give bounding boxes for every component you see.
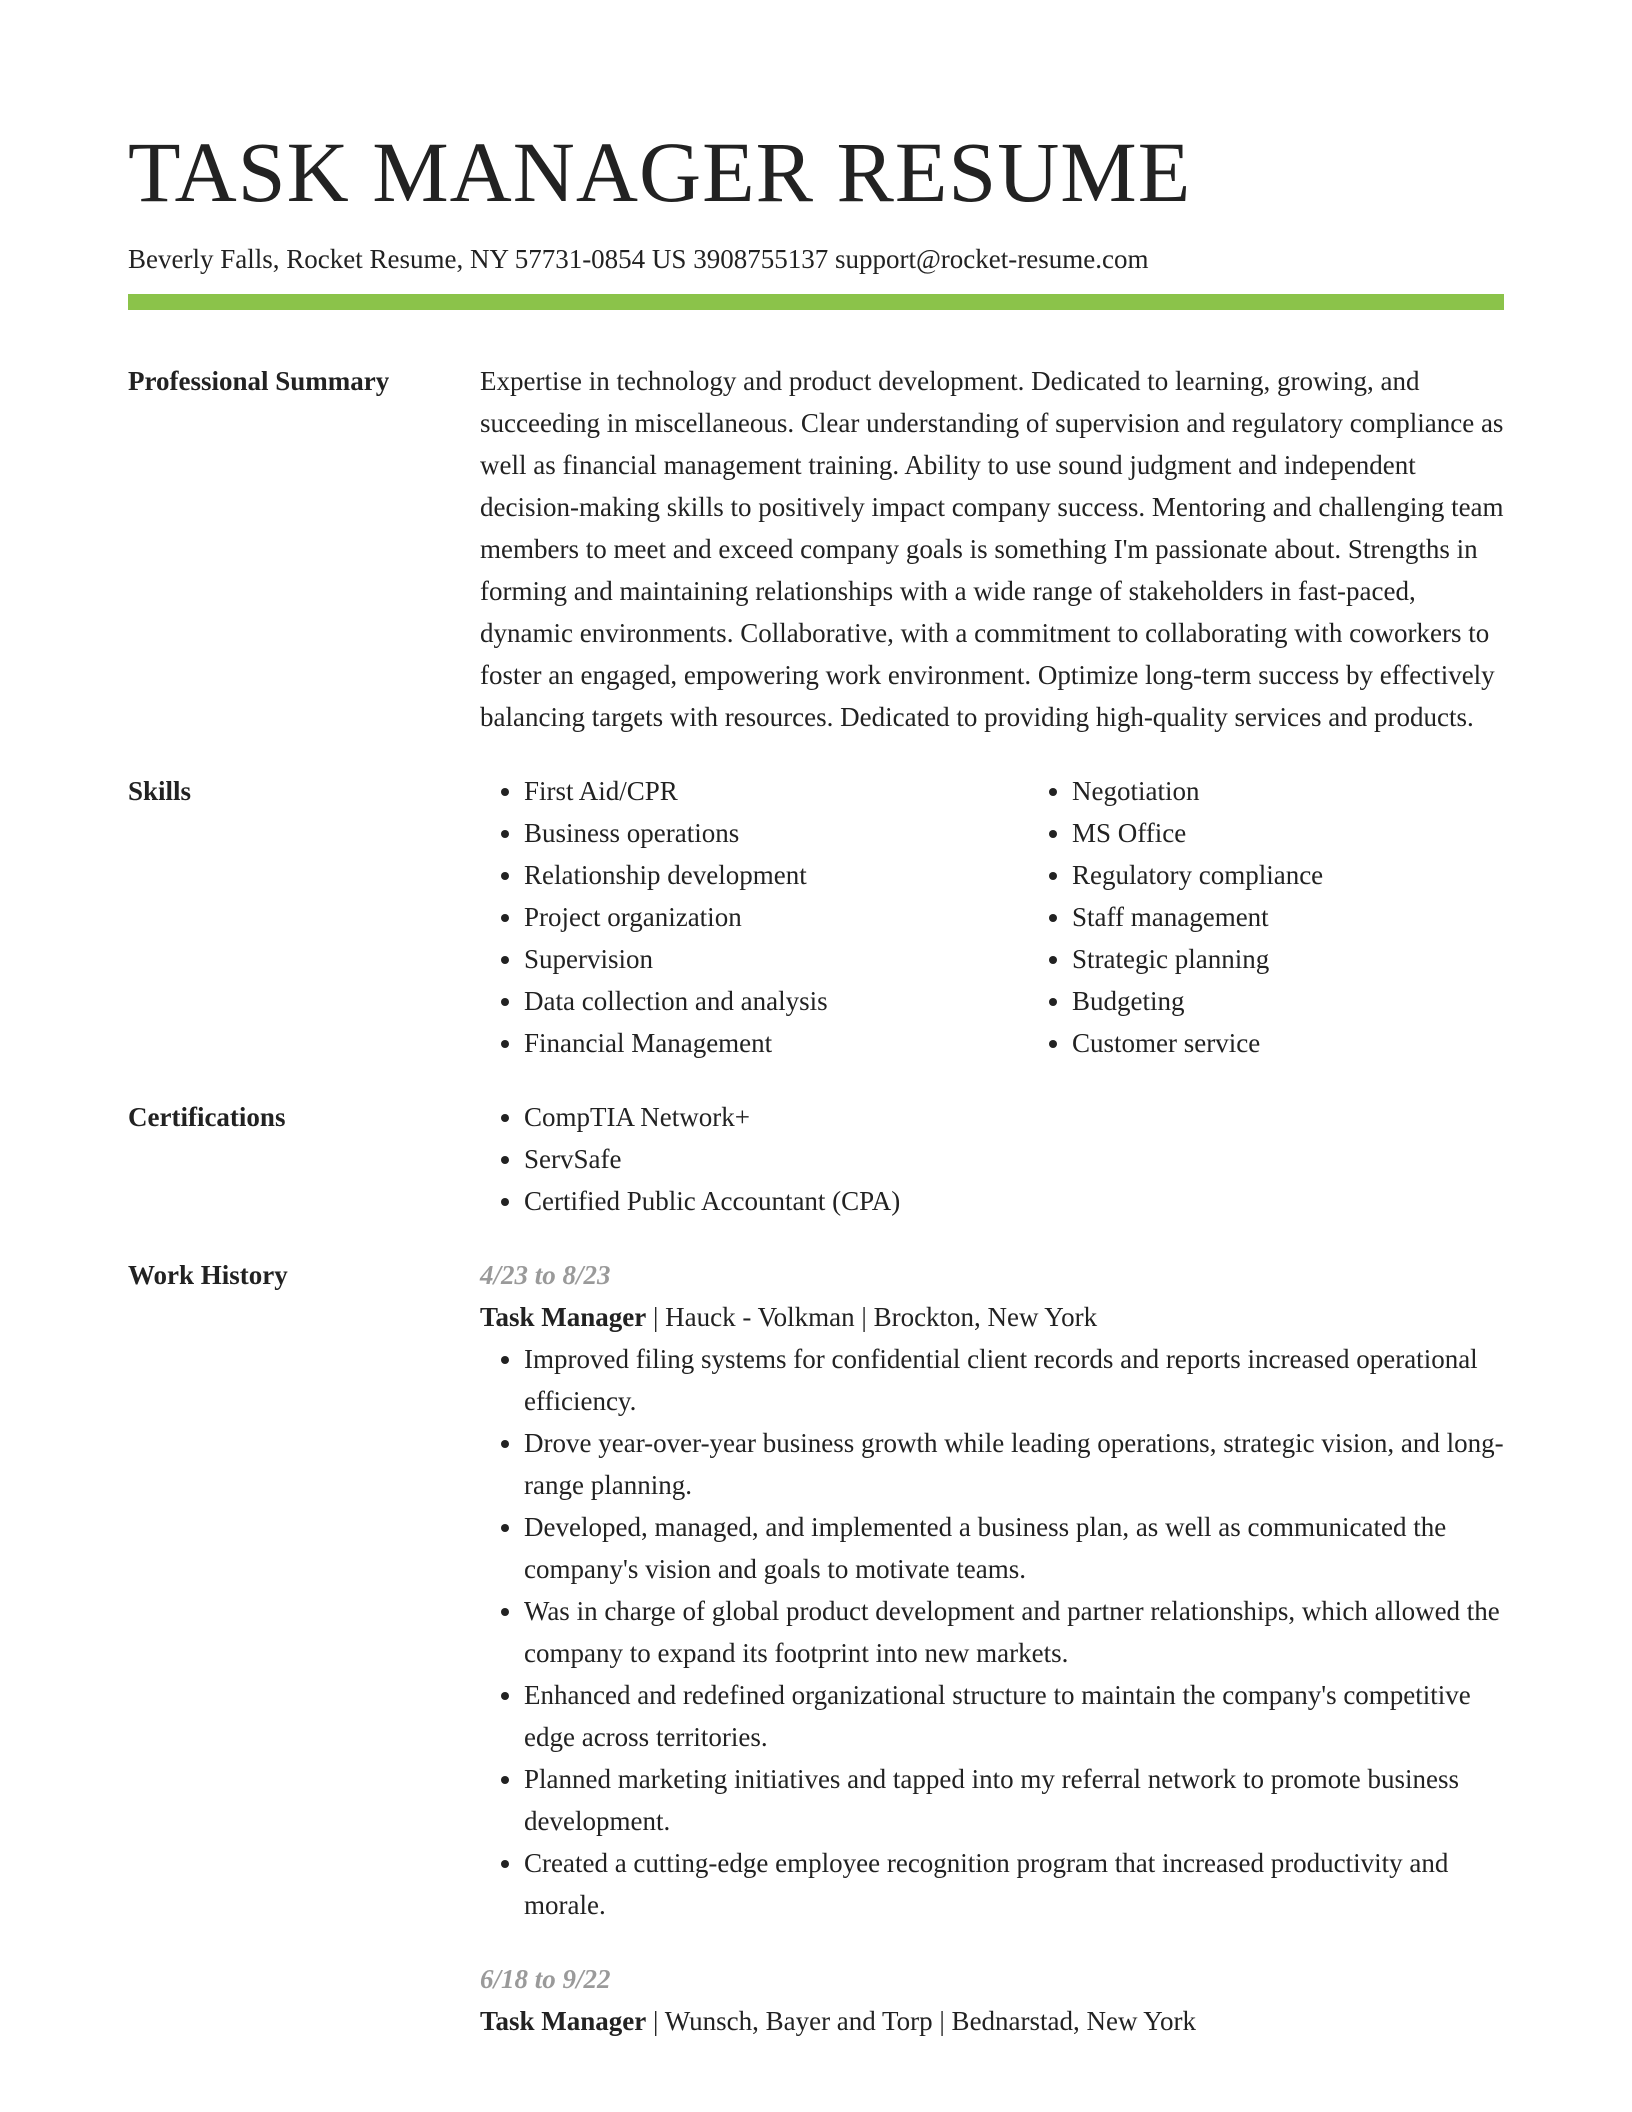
work-history-section <box>128 1254 1504 2042</box>
skill-item: • Negotiation <box>1072 770 1576 812</box>
certification-item: • CompTIA Network+ <box>524 1096 1504 1138</box>
skill-item: • First Aid/CPR <box>524 770 1028 812</box>
job-bullet: • Enhanced and redefined organizational structure to maintain the company's competitive edge across territories. <box>524 1674 1504 1758</box>
skill-item: • Customer service <box>1072 1022 1576 1064</box>
job-bullet: • Developed, managed, and implemented a business plan, as well as communicated the company's vision and goals to motivate teams. <box>524 1506 1504 1590</box>
job-bullet: • Improved filing systems for confidential client records and reports increased operational efficiency. <box>524 1338 1504 1422</box>
certifications-section <box>128 1096 1504 1222</box>
job-bullets <box>480 1338 1504 1926</box>
job-heading <box>480 2000 1504 2042</box>
skill-item: • Supervision <box>524 938 1028 980</box>
job-employer-location: | Hauck - Volkman | Brockton, New York <box>646 1302 1098 1332</box>
job-heading <box>480 1296 1504 1338</box>
job-bullet: • Created a cutting-edge employee recognition program that increased productivity and morale. <box>524 1842 1504 1926</box>
skill-item: • Financial Management <box>524 1022 1028 1064</box>
job-dates: 4/23 to 8/23 <box>480 1260 611 1290</box>
skill-item: • Project organization <box>524 896 1028 938</box>
job-dates: 6/18 to 9/22 <box>480 1964 611 1994</box>
summary-section <box>128 360 1504 738</box>
job-entry <box>480 1958 1504 2042</box>
certifications-list <box>480 1096 1504 1222</box>
certification-item: • ServSafe <box>524 1138 1504 1180</box>
skills-label: Skills <box>128 776 192 806</box>
work-history-label: Work History <box>128 1260 288 1290</box>
job-employer-location: | Wunsch, Bayer and Torp | Bednarstad, New York <box>646 2006 1197 2036</box>
summary-label: Professional Summary <box>128 366 390 396</box>
job-bullet: • Was in charge of global product development and partner relationships, which allowed the company to expand its footprint into new markets. <box>524 1590 1504 1674</box>
skill-item: • Budgeting <box>1072 980 1576 1022</box>
job-title: Task Manager <box>480 1302 647 1332</box>
accent-divider <box>128 294 1504 310</box>
skills-list-left <box>480 770 1028 1064</box>
skill-item: • Staff management <box>1072 896 1576 938</box>
skills-list-right <box>1028 770 1576 1064</box>
skill-item: • MS Office <box>1072 812 1576 854</box>
skill-item: • Regulatory compliance <box>1072 854 1576 896</box>
job-title: Task Manager <box>480 2006 647 2036</box>
skills-section <box>128 770 1504 1064</box>
skill-item: • Business operations <box>524 812 1028 854</box>
skill-item: • Relationship development <box>524 854 1028 896</box>
certifications-label: Certifications <box>128 1102 286 1132</box>
job-bullet: • Drove year-over-year business growth while leading operations, strategic vision, and long-range planning. <box>524 1422 1504 1506</box>
job-bullet: • Planned marketing initiatives and tapped into my referral network to promote business development. <box>524 1758 1504 1842</box>
contact-line: Beverly Falls, Rocket Resume, NY 57731-0854 US 3908755137 support@rocket-resume.com <box>128 244 1149 274</box>
job-entry <box>480 1254 1504 1926</box>
resume-title: TASK MANAGER RESUME <box>128 124 1192 220</box>
skill-item: • Data collection and analysis <box>524 980 1028 1022</box>
skill-item: • Strategic planning <box>1072 938 1576 980</box>
summary-text: Expertise in technology and product development. Dedicated to learning, growing, and succeeding in miscellaneous. Clear understanding of supervision and regulatory compliance as well as financial management training. Ability to use sound judgment and independent decision-making skills to positively impact company success. Mentoring and challenging team members to meet and exceed company goals is something I'm passionate about. Strengths in forming and maintaining relationships with a wide range of stakeholders in fast-paced, dynamic environments. Collaborative, with a commitment to collaborating with coworkers to foster an engaged, empowering work environment. Optimize long-term success by effectively balancing targets with resources. Dedicated to providing high-quality services and products. <box>480 366 1504 732</box>
certification-item: • Certified Public Accountant (CPA) <box>524 1180 1504 1222</box>
